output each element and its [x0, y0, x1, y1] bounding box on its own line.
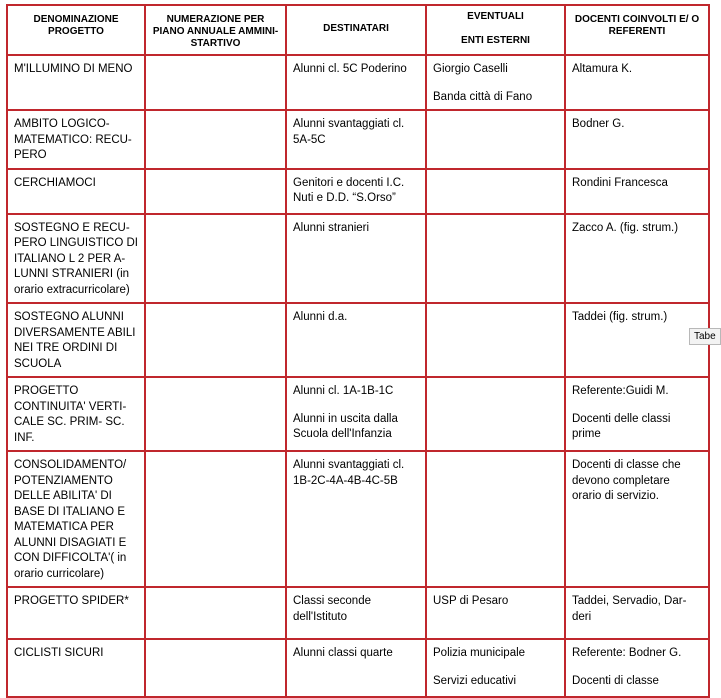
cell-enti: [426, 169, 565, 214]
cell-enti: [426, 55, 565, 110]
cell-denominazione: CERCHIAMOCI: [7, 169, 145, 214]
cell-docenti: [565, 55, 709, 110]
cell-docenti-line: Rondini Francesca: [572, 176, 668, 189]
cell-docenti-line: Docenti delle classi prime: [572, 412, 671, 440]
cell-denominazione: CONSOLIDAMENTO/ POTENZIAMENTO DELLE ABILITA' DI BASE DI ITALIANO E MATEMATICA PER ALUNNI DISAGIATI E CON DIFFICOLTA'( in orario curricolare): [7, 451, 145, 587]
cell-numerazione: [145, 55, 286, 110]
cell-numerazione: [145, 110, 286, 169]
table-row: [7, 639, 709, 697]
cell-destinatari: [286, 639, 426, 697]
cell-destinatari: [286, 214, 426, 304]
cell-destinatari-line: Alunni svantaggiati cl. 1B-2C-4A-4B-4C-5B: [293, 459, 405, 487]
table-row: [7, 377, 709, 451]
cell-destinatari-line: Classi seconde dell'Istituto: [293, 595, 371, 623]
table-row: [7, 214, 709, 304]
header-numerazione: NUMERAZIONE PER PIANO ANNUALE AMMINI-STARTIVO: [145, 5, 286, 55]
cell-enti: [426, 214, 565, 304]
table-row: [7, 55, 709, 110]
cell-destinatari: [286, 303, 426, 377]
cell-docenti: [565, 303, 709, 377]
cell-enti: [426, 110, 565, 169]
cell-docenti-line: Docenti di classe che devono completare orario di servizio.: [572, 459, 681, 502]
cell-destinatari-line: Genitori e docenti I.C. Nuti e D.D. “S.Orso”: [293, 176, 405, 204]
table-row: [7, 587, 709, 639]
cell-numerazione: [145, 451, 286, 587]
table-row: [7, 303, 709, 377]
header-enti: EVENTUALI ENTI ESTERNI: [426, 5, 565, 55]
cell-enti-line: Banda città di Fano: [433, 90, 533, 103]
cell-enti: [426, 639, 565, 697]
cell-numerazione: [145, 377, 286, 451]
cell-destinatari-line: Alunni stranieri: [293, 221, 370, 234]
cell-docenti-line: Bodner G.: [572, 118, 625, 130]
cell-numerazione: [145, 587, 286, 639]
cell-enti-line: Servizi educativi: [433, 674, 517, 687]
side-tab-label: Tabe: [689, 328, 721, 345]
cell-denominazione: CICLISTI SICURI: [7, 639, 145, 697]
cell-enti: [426, 377, 565, 451]
cell-destinatari: [286, 110, 426, 169]
cell-denominazione: SOSTEGNO E RECU-PERO LINGUISTICO DI ITALIANO L 2 PER A-LUNNI STRANIERI (in orario extracurricolare): [7, 214, 145, 304]
cell-docenti-line: Altamura K.: [572, 63, 633, 75]
header-docenti: DOCENTI COINVOLTI E/ O REFERENTI: [565, 5, 709, 55]
cell-denominazione: PROGETTO CONTINUITA' VERTI-CALE SC. PRIM- SC. INF.: [7, 377, 145, 451]
cell-destinatari: [286, 169, 426, 214]
cell-enti-line: USP di Pesaro: [433, 595, 509, 607]
cell-destinatari: [286, 451, 426, 587]
cell-destinatari-line: Alunni cl. 1A-1B-1C: [293, 385, 394, 397]
cell-numerazione: [145, 169, 286, 214]
cell-docenti: [565, 169, 709, 214]
cell-denominazione: PROGETTO SPIDER*: [7, 587, 145, 639]
cell-destinatari: [286, 587, 426, 639]
cell-destinatari: [286, 55, 426, 110]
cell-destinatari-line: Alunni svantaggiati cl. 5A-5C: [293, 118, 405, 146]
cell-docenti-line: Taddei, Servadio, Dar-deri: [572, 595, 687, 623]
table-row: [7, 110, 709, 169]
cell-destinatari-line: Alunni classi quarte: [293, 647, 393, 659]
cell-docenti: [565, 377, 709, 451]
cell-enti: [426, 303, 565, 377]
cell-destinatari-line: Alunni cl. 5C Poderino: [293, 63, 407, 75]
cell-docenti-line: Referente:Guidi M.: [572, 385, 669, 397]
cell-destinatari: [286, 377, 426, 451]
cell-docenti: [565, 639, 709, 697]
cell-enti: [426, 451, 565, 587]
projects-table: [6, 4, 710, 698]
cell-denominazione: SOSTEGNO ALUNNI DIVERSAMENTE ABILI NEI TRE ORDINI DI SCUOLA: [7, 303, 145, 377]
cell-destinatari-line: Alunni in uscita dalla Scuola dell'Infanzia: [293, 412, 398, 440]
cell-docenti-line: Taddei (fig. strum.): [572, 311, 668, 323]
cell-docenti-line: Zacco A. (fig. strum.): [572, 221, 679, 234]
cell-denominazione: AMBITO LOGICO-MATEMATICO: RECU-PERO: [7, 110, 145, 169]
cell-docenti: [565, 110, 709, 169]
cell-docenti: [565, 451, 709, 587]
table-row: [7, 169, 709, 214]
cell-docenti: [565, 214, 709, 304]
cell-numerazione: [145, 214, 286, 304]
table-row: [7, 451, 709, 587]
header-denominazione: DENOMINAZIONE PROGETTO: [7, 5, 145, 55]
cell-numerazione: [145, 639, 286, 697]
cell-enti-line: Polizia municipale: [433, 647, 526, 659]
cell-numerazione: [145, 303, 286, 377]
header-destinatari: DESTINATARI: [286, 5, 426, 55]
cell-docenti-line: Docenti di classe: [572, 674, 659, 687]
cell-docenti: [565, 587, 709, 639]
cell-enti-line: Giorgio Caselli: [433, 63, 508, 75]
cell-docenti-line: Referente: Bodner G.: [572, 647, 682, 659]
cell-denominazione: M'ILLUMINO DI MENO: [7, 55, 145, 110]
cell-enti: [426, 587, 565, 639]
cell-destinatari-line: Alunni d.a.: [293, 311, 348, 323]
header-row: [7, 5, 709, 55]
